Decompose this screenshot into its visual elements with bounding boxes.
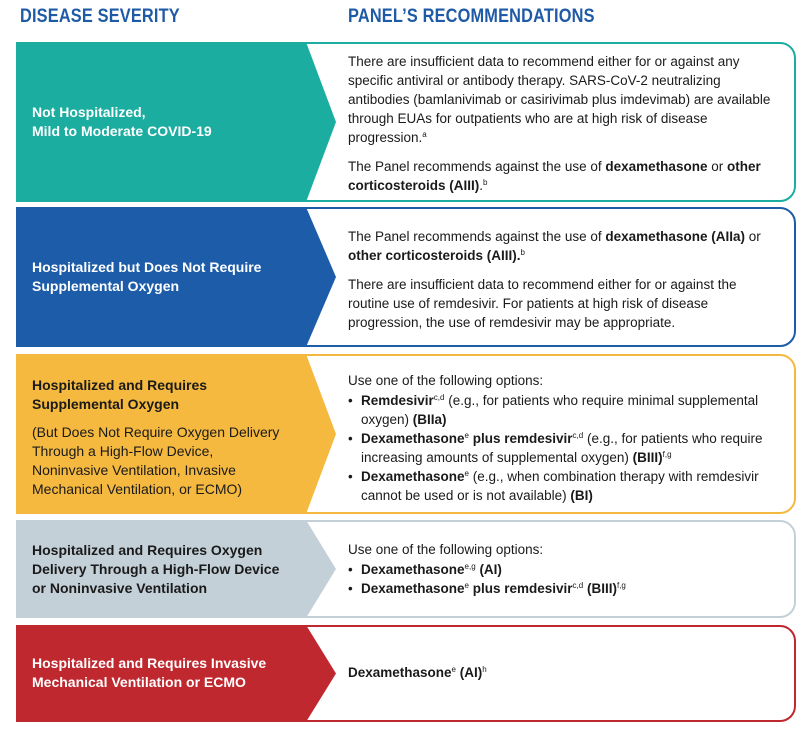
severity-line: Hospitalized but Does Not Require <box>32 259 262 275</box>
recommendation-paragraph: There are insufficient data to recommend either for or against the routine use of remdesivir. For patients at high risk of disease progression, the use of remdesivir may be appropriate. <box>348 277 737 330</box>
options-list <box>348 391 772 505</box>
severity-label <box>32 654 302 692</box>
row-high-flow-oxygen <box>0 520 800 618</box>
options-intro: Use one of the following options: <box>348 373 544 388</box>
recommendation-text <box>348 540 772 598</box>
options-list <box>348 560 772 598</box>
disease-severity-header: DISEASE SEVERITY <box>20 6 180 27</box>
severity-note: (But Does Not Require Oxygen Delivery Through a High-Flow Device, Noninvasive Ventilation, Invasive Mechanical Ventilation, or ECMO) <box>32 424 280 497</box>
recommendations-header: PANEL’S RECOMMENDATIONS <box>348 6 595 27</box>
severity-line: Hospitalized and Requires Oxygen <box>32 542 263 558</box>
severity-label <box>32 376 302 499</box>
option-item: • Remdesivir$^{c,d}$ (e.g., for patients who require minimal supplemental oxygen) (BIIa) <box>348 391 772 429</box>
row-supplemental-oxygen <box>0 354 800 514</box>
severity-line: Hospitalized and Requires Invasive <box>32 655 267 671</box>
severity-label <box>32 103 302 141</box>
recommendation-paragraph: The Panel recommends against the use of dexamethasone or other corticosteroids (AIII).$^b$ <box>348 159 761 193</box>
severity-line: Supplemental Oxygen <box>32 396 180 412</box>
severity-line: Supplemental Oxygen <box>32 278 180 294</box>
severity-line: Delivery Through a High-Flow Device <box>32 561 280 577</box>
row-invasive-ventilation <box>0 625 800 722</box>
recommendation-text <box>348 371 772 505</box>
option-item: • Dexamethasone$^{e,g}$ (AI) <box>348 560 772 579</box>
severity-label <box>32 541 302 598</box>
recommendation-paragraph: There are insufficient data to recommend either for or against any specific antiviral or antibody therapy. SARS-CoV-2 neutralizing antibodies (bamlanivimab or casirivimab plus imdevimab) are available through EUAs for outpatients who are at high risk of disease progression.$^a$ <box>348 54 771 145</box>
recommendation-text <box>348 663 772 682</box>
option-item: • Dexamethasone$^e$ plus remdesivir$^{c,d}$ (BIII)$^{f,g}$ <box>348 579 772 598</box>
recommendation-text <box>348 227 772 332</box>
row-hospitalized-no-oxygen <box>0 207 800 347</box>
options-intro: Use one of the following options: <box>348 542 544 557</box>
severity-line: Hospitalized and Requires <box>32 377 208 393</box>
row-not-hospitalized <box>0 42 800 202</box>
severity-line: or Noninvasive Ventilation <box>32 580 208 596</box>
severity-line: Mild to Moderate COVID-19 <box>32 123 212 139</box>
recommendation-paragraph: The Panel recommends against the use of dexamethasone (AIIa) or other corticosteroids (AIII).$^b$ <box>348 229 761 263</box>
option-item: • Dexamethasone$^e$ (e.g., when combination therapy with remdesivir cannot be used or is not available) (BI) <box>348 467 772 505</box>
option-item: • Dexamethasone$^e$ plus remdesivir$^{c,d}$ (e.g., for patients who require increasing amounts of supplemental oxygen) (BIII)$^{f,g}$ <box>348 429 772 467</box>
recommendation-text <box>348 52 772 195</box>
severity-line: Not Hospitalized, <box>32 104 146 120</box>
severity-line: Mechanical Ventilation or ECMO <box>32 674 246 690</box>
recommendation-paragraph: Dexamethasone$^e$ (AI)$^h$ <box>348 665 487 680</box>
severity-label <box>32 258 302 296</box>
